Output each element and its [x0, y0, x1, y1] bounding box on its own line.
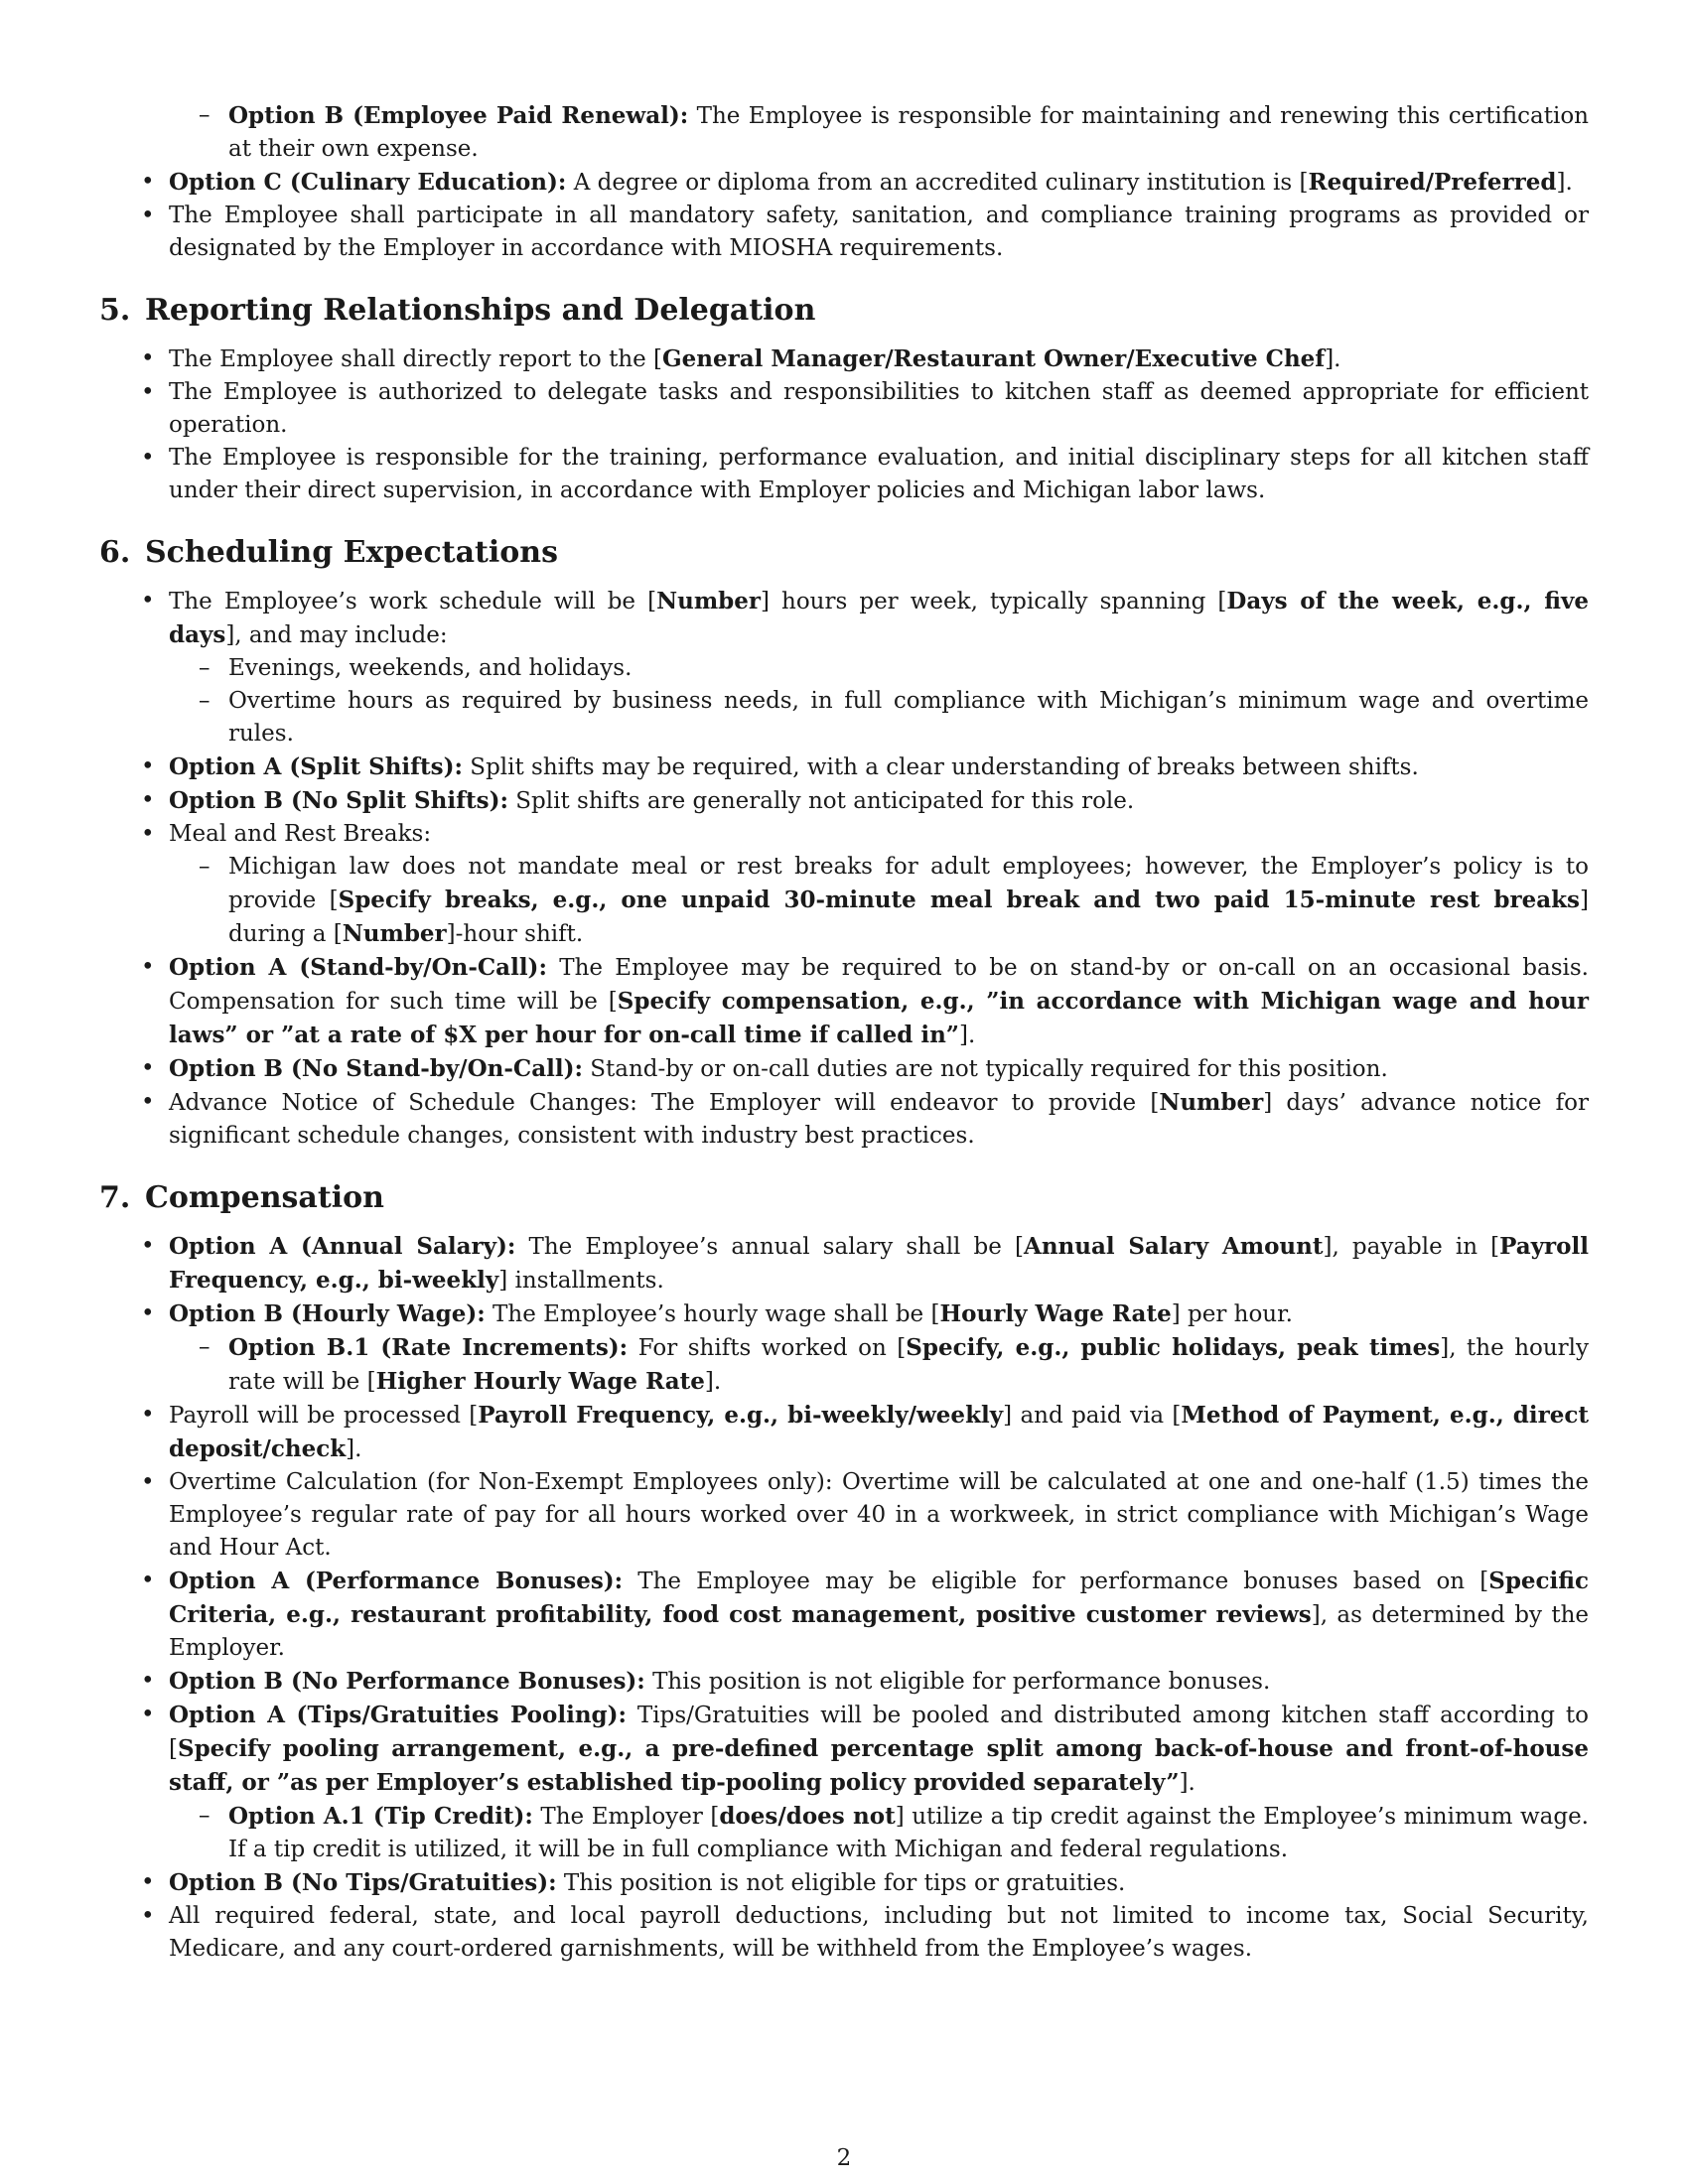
- list-item: [228, 99, 1589, 166]
- text-run: ].: [346, 1436, 362, 1462]
- placeholder-field: Specify, e.g., public holidays, peak times: [906, 1334, 1441, 1361]
- list-item: [169, 1565, 1589, 1665]
- sublist: [99, 99, 1589, 166]
- section-heading: [99, 533, 1589, 573]
- page-content: [99, 99, 1589, 1966]
- section-number: 6.: [99, 535, 131, 570]
- list-item: [169, 1297, 1589, 1399]
- list-item: [169, 1399, 1589, 1466]
- text-run: The Employee may be required to be on stand-by or on-call on an occasional basis. Compensation for such time will be [: [169, 955, 1589, 1015]
- list-item: – Overtime hours as required by business needs, in full compliance with Michigan’s minimum wage and overtime rules.: [228, 685, 1589, 751]
- text-run: Advance Notice of Schedule Changes: The Employer will endeavor to provide [: [169, 1090, 1160, 1116]
- section-number: 5.: [99, 293, 131, 328]
- option-title: Option A (Performance Bonuses):: [169, 1568, 624, 1594]
- text-run: ].: [959, 1023, 976, 1048]
- list-item: [169, 1900, 1589, 1966]
- sublist: [169, 652, 1589, 751]
- section-title: Compensation: [145, 1180, 384, 1215]
- text-run: ].: [704, 1369, 722, 1395]
- text-run: ] utilize a tip credit against the Employee’s minimum wage. If a tip credit is utilized, it will be in full compliance with Michigan and federal regulations.: [228, 1804, 1589, 1862]
- option-title: Option B (No Stand-by/On-Call):: [169, 1055, 583, 1082]
- placeholder-field: Required/Preferred: [1308, 169, 1557, 196]
- placeholder-field: Specify breaks, e.g., one unpaid 30-minute meal break and two paid 15-minute rest breaks: [338, 887, 1581, 913]
- text-run: The Employee’s annual salary shall be [: [515, 1234, 1024, 1260]
- text-run: Tips/Gratuities will be pooled and distributed among kitchen staff according to [: [169, 1703, 1589, 1762]
- list-item: [169, 200, 1589, 265]
- page-number: 2: [836, 2145, 852, 2171]
- list-item: [169, 751, 1589, 784]
- sublist: [169, 1800, 1589, 1866]
- text-run: Overtime Calculation (for Non-Exempt Employees only): Overtime will be calculated at one and one-half (1.5) times the Employee’s regular rate of pay for all hours worked over 40 in a workweek, in strict compliance with Michigan’s Wage and Hour Act.: [169, 1469, 1589, 1561]
- option-text: The Employee is responsible for maintaining and renewing this certification at their own expense.: [228, 103, 1589, 162]
- placeholder-field: Number: [342, 920, 447, 947]
- section-title: Scheduling Expectations: [145, 535, 558, 570]
- list-item: [169, 1086, 1589, 1153]
- list-item: [169, 1052, 1589, 1086]
- list-item: – Evenings, weekends, and holidays.: [228, 652, 1589, 685]
- text-run: This position is not eligible for tips or gratuities.: [556, 1870, 1126, 1896]
- bullet-list: [99, 166, 1589, 265]
- text-run: Stand-by or on-call duties are not typically required for this position.: [582, 1056, 1388, 1082]
- option-title: Option B (No Split Shifts):: [169, 787, 508, 814]
- option-title: Option C (Culinary Education):: [169, 169, 567, 196]
- sublist: [169, 851, 1589, 951]
- text-run: The Employee may be eligible for performance bonuses based on [: [623, 1569, 1489, 1594]
- list-item: [228, 1800, 1589, 1866]
- list-item: [169, 342, 1589, 376]
- placeholder-field: Number: [1159, 1089, 1264, 1116]
- option-title: Option A (Tips/Gratuities Pooling):: [169, 1702, 628, 1728]
- section-6: [99, 533, 1589, 1153]
- list-item: [169, 784, 1589, 818]
- text-run: ] installments.: [498, 1268, 664, 1294]
- list-item: [169, 818, 1589, 951]
- text-run: This position is not eligible for performance bonuses.: [644, 1669, 1271, 1695]
- placeholder-field: Payroll Frequency, e.g., bi-weekly: [169, 1233, 1589, 1294]
- list-item: [169, 1466, 1589, 1565]
- list-item: [169, 1230, 1589, 1297]
- text-run: ].: [1179, 1770, 1196, 1796]
- text-run: Payroll will be processed [: [169, 1403, 479, 1429]
- list-item: [169, 585, 1589, 751]
- text-run: The Employer [: [532, 1804, 720, 1830]
- list-item: [169, 376, 1589, 442]
- text-run: The Employee’s hourly wage shall be [: [485, 1301, 940, 1327]
- text-run: Split shifts are generally not anticipated for this role.: [507, 788, 1135, 814]
- section-number: 7.: [99, 1180, 131, 1215]
- section-heading: [99, 1178, 1589, 1218]
- text-run: The Employee shall directly report to the [: [169, 346, 663, 372]
- option-title: Option A (Annual Salary):: [169, 1233, 516, 1260]
- text-run: ].: [1325, 346, 1341, 372]
- sublist: [169, 1331, 1589, 1399]
- text-run: For shifts worked on [: [628, 1335, 907, 1361]
- text-run: ] hours per week, typically spanning [: [761, 589, 1227, 614]
- section-5: [99, 291, 1589, 507]
- list-item: [169, 1866, 1589, 1900]
- placeholder-field: Specify compensation, e.g., ”in accordance with Michigan wage and hour laws” or ”at a rate of $X per hour for on-call time if called in”: [169, 988, 1589, 1048]
- bullet-list: [99, 342, 1589, 507]
- list-item: [169, 1699, 1589, 1866]
- list-item: [169, 166, 1589, 200]
- placeholder-field: Number: [656, 588, 761, 614]
- list-item: [169, 951, 1589, 1052]
- text-run: The Employee’s work schedule will be [: [169, 589, 657, 614]
- section-4-continuation: [99, 99, 1589, 265]
- text-run: The Employee is authorized to delegate tasks and responsibilities to kitchen staff as deemed appropriate for efficient operation.: [169, 379, 1589, 438]
- text-run: Meal and Rest Breaks:: [169, 821, 432, 847]
- option-title: Option B (No Tips/Gratuities):: [169, 1869, 557, 1896]
- text-run: Split shifts may be required, with a clear understanding of breaks between shifts.: [463, 754, 1419, 780]
- text-run: ], and may include:: [225, 622, 448, 648]
- text-run: ].: [1556, 170, 1573, 196]
- option-title: Option B (Employee Paid Renewal):: [228, 102, 689, 129]
- placeholder-field: Annual Salary Amount: [1023, 1233, 1324, 1260]
- list-item: [228, 1331, 1589, 1399]
- list-item: [228, 851, 1589, 951]
- text-run: ] during a [: [228, 887, 1589, 947]
- section-title: Reporting Relationships and Delegation: [145, 293, 816, 328]
- text-run: ] and paid via [: [1003, 1403, 1182, 1429]
- text-run: ], payable in [: [1323, 1234, 1500, 1260]
- placeholder-field: Specific Criteria, e.g., restaurant profitability, food cost management, positive customer reviews: [169, 1568, 1589, 1628]
- list-item: [169, 442, 1589, 507]
- text-run: ]-hour shift.: [446, 921, 584, 947]
- option-title: Option A (Split Shifts):: [169, 753, 463, 780]
- placeholder-field: Payroll Frequency, e.g., bi-weekly/weekly: [478, 1402, 1004, 1429]
- text-run: The Employee shall participate in all mandatory safety, sanitation, and compliance training programs as provided or designated by the Employer in accordance with MIOSHA requirements.: [169, 203, 1589, 261]
- placeholder-field: does/does not: [719, 1803, 896, 1830]
- placeholder-field: Specify pooling arrangement, e.g., a pre-defined percentage split among back-of-house and front-of-house staff, or ”as per Employer’s established tip-pooling policy provided separately”: [169, 1735, 1589, 1796]
- text-run: ] days’ advance notice for significant schedule changes, consistent with industry best practices.: [169, 1090, 1589, 1149]
- option-title: Option B (No Performance Bonuses):: [169, 1668, 645, 1695]
- section-7: [99, 1178, 1589, 1966]
- text-run: ] per hour.: [1171, 1301, 1293, 1327]
- bullet-list: [99, 1230, 1589, 1966]
- text-run: ], as determined by the Employer.: [169, 1602, 1589, 1661]
- text-run: Michigan law does not mandate meal or rest breaks for adult employees; however, the Employer’s policy is to provide [: [228, 854, 1589, 913]
- list-item: [169, 1665, 1589, 1699]
- option-title: Option A (Stand-by/On-Call):: [169, 954, 547, 981]
- placeholder-field: General Manager/Restaurant Owner/Executive Chef: [662, 345, 1326, 372]
- bullet-list: [99, 585, 1589, 1153]
- text-run: The Employee is responsible for the training, performance evaluation, and initial disciplinary steps for all kitchen staff under their direct supervision, in accordance with Employer policies and Michigan labor laws.: [169, 445, 1589, 503]
- placeholder-field: Hourly Wage Rate: [939, 1300, 1172, 1327]
- text-run: All required federal, state, and local payroll deductions, including but not limited to income tax, Social Security, Medicare, and any court-ordered garnishments, will be withheld from the Employee’s wages.: [169, 1903, 1589, 1962]
- placeholder-field: Higher Hourly Wage Rate: [375, 1368, 705, 1395]
- option-title: Option B (Hourly Wage):: [169, 1300, 486, 1327]
- option-title: Option A.1 (Tip Credit):: [228, 1803, 533, 1830]
- text-run: ], the hourly rate will be [: [228, 1335, 1590, 1395]
- text-run: A degree or diploma from an accredited culinary institution is [: [566, 170, 1309, 196]
- section-heading: [99, 291, 1589, 331]
- placeholder-field: Days of the week, e.g., five days: [169, 588, 1589, 648]
- placeholder-field: Method of Payment, e.g., direct deposit/check: [169, 1402, 1590, 1462]
- option-title: Option B.1 (Rate Increments):: [228, 1334, 629, 1361]
